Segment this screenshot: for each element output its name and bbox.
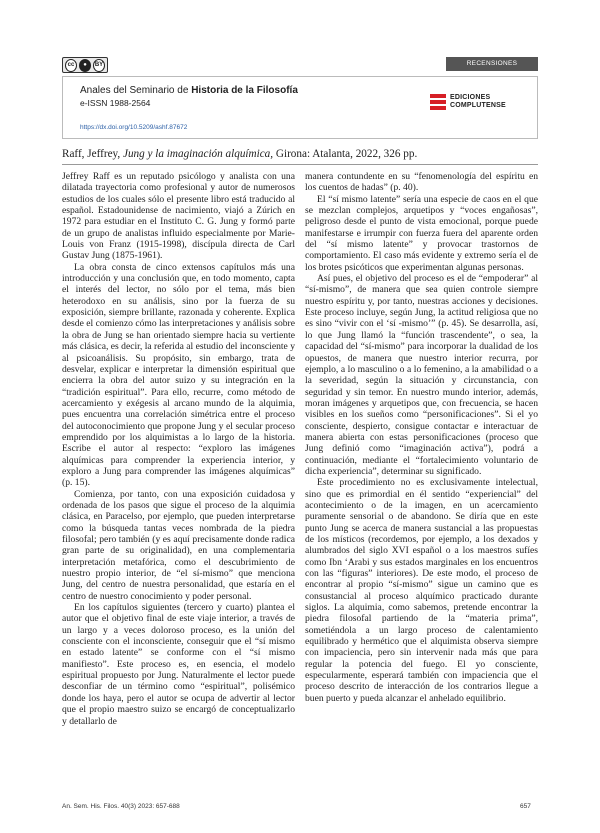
journal-title-prefix: Anales del Seminario de [80,85,192,96]
license-text: BY [93,59,105,72]
paragraph: En los capítulos siguientes (tercero y cuarto) plantea el autor que el objetivo final de este viaje interior, a través de un largo y a veces doloroso proceso, es la unión del consciente con el inconsciente, conseguir que el “sí mismo en estado latente” se conforme con el “sí mismo manifiesto”. Este proceso es, en esencia, el modelo espiritual propuesto por Jung. Naturalmente el lector puede desconfiar de un término como “espiritual”, polisémico donde los haya, pero el autor se ocupa de advertir al lector que el propio maestro suizo se encargó de conceptualizarlo y detallarlo de [62,602,295,727]
paragraph: manera contundente en su “fenomenología del espíritu en los cuentos de hadas” (p. 40). [305,171,538,194]
journal-name: Historia de la Filosofía [191,85,298,96]
cc-circle-icon: cc [65,59,77,72]
journal-issn: e-ISSN 1988-2564 [80,98,151,108]
creative-commons-by-icon [62,57,108,73]
book-details: Girona: Atalanta, 2022, 326 pp. [273,148,418,160]
divider [62,164,538,165]
publisher-line-2: COMPLUTENSE [450,102,506,109]
person-icon: ● [79,59,91,72]
doi-link[interactable]: https://dx.doi.org/10.5209/ashf.87672 [80,124,188,131]
left-column [62,171,295,727]
publisher-line-1: EDICIONES [450,94,491,101]
paragraph: La obra consta de cinco extensos capítulos más una introducción y una conclusión que, en todo momento, capta el interés del lector, no sólo por el tema, más bien heterodoxo en su análisis, sino por la fuerza de su exposición, siempre brillante, razonada y coherente. Explica desde el comienzo cómo las interpretaciones y análisis sobre la obra de Jung se han orientado siempre hacia su vertiente más clásica, es decir, la referida al estudio del inconsciente y al psicoanálisis. Su propósito, sin embargo, trata de desvelar, explicar e interpretar la dimensión espiritual que encierra la obra del autor suizo y su integración en la “tradición espiritual”. Para ello, recurre, como método de acercamiento y exégesis al arcano mundo de la alquimia, pues encuentra una correlación simétrica entre el proceso del autoconocimiento que propone Jung y el secular proceso emprendido por los alquimistas a lo largo de la historia. Escribe el autor al respecto: “exploro las imágenes alquímicas para comprender la experiencia interior, y exploro a Jung para comprender las imágenes alquímicas” (p. 15). [62,261,295,489]
paragraph: Jeffrey Raff es un reputado psicólogo y analista con una dilatada trayectoria como profesional y autor de numerosos estudios de los cuales sólo el presente libro está traducido al español. Estadounidense de nacimiento, viajó a Zúrich en 1972 para estudiar en el Instituto C. G. Jung y formó parte de un grupo de analistas influido especialmente por Marie-Louis von Franz (1915-1998), discípula directa de Carl Gustav Jung (1875-1961). [62,171,295,262]
book-title: Jung y la imaginación alquímica, [123,148,274,160]
paragraph: Este procedimiento no es exclusivamente intelectual, sino que es primordial en él sentido “experiencial” del acontecimiento o de la imagen, en un acercamiento puramente sensorial o de abandono. Se diría que en este punto Jung se acerca de manera sustancial a las propuestas de los místicos (recordemos, por ejemplo, a los dexados y alumbrados del siglo XVI español o a los maestros sufíes como Ibn ‘Arabi y sus estados marginales en los encuentros con las “figuras” interiores). De este modo, el proceso de encontrar al propio “sí-mismo” sigue un camino que es consustancial al proceso alquímico practicado durante siglos. La alquimia, como sabemos, pretende encontrar la piedra filosofal partiendo de la “materia prima”, sometiéndola a un largo proceso de calentamiento equilibrado y hermético que el alquimista observa siempre con impaciencia, pero sin intervenir nada más que para regular la potencia del fuego. El yo consciente, especularmente, esperará también con impaciencia que el proceso descrito de interacción de los contrarios llegue a buen puerto y pueda alcanzar el anhelado equilibrio. [305,477,538,704]
right-column [305,171,538,704]
paragraph: Comienza, por tanto, con una exposición cuidadosa y ordenada de los pasos que sigue el proceso de la alquimia clásica, en Paracelso, por ejemplo, que pueden interpretarse como la búsqueda tantas veces nombrada de la piedra filosofal; pero también (y es aquí precisamente donde radica gran parte de su originalidad), en una complementaria interpretación metafórica, como el descubrimiento de nuestro propio interior, de “el sí-mismo” que menciona Jung, del centro de nuestra personalidad, que estaría en el centro de nuestro conocimiento y poder personal. [62,488,295,602]
journal-title [80,85,298,96]
page-number: 657 [520,803,531,810]
paragraph: El “sí mismo latente” sería una especie de caos en el que se mezclan complejos, arquetipos y “voces engañosas”, peligroso desde el punto de vista emocional, porque puede manifestarse e irrumpir con fuerza fuera del aparente orden del “sí mismo latente” y provocar trastornos de comportamiento. El caso más evidente y extremo sería el de los brotes psicóticos que experimentan algunas personas. [305,193,538,273]
publisher-name [450,94,506,110]
footer-citation: An. Sem. His. Filos. 40(3) 2023: 657-688 [62,803,180,810]
publisher-logo [430,94,506,110]
book-reference [62,148,538,160]
book-author: Raff, Jeffrey, [62,148,123,160]
section-tag: RECENSIONES [446,57,538,71]
paragraph: Así pues, el objetivo del proceso es el de “empoderar” al “sí-mismo”, de manera que sea quien controle siempre nuestro espíritu y, por tanto, nuestras acciones y decisiones. Este proceso incluye, según Jung, la actitud religiosa que no es sino “vivir con el ‘sí -mismo’” (p. 45). Se desarrolla, así, lo que Jung llamó la “función trascendente”, o sea, la capacidad del “sí-mismo” para incorporar la dualidad de los opuestos, de manera que nuestro interior recurra, por ejemplo, a lo masculino o a lo femenino, a la amabilidad o a la severidad, según la situación y circunstancia, con seguridad y sin temor. En nuestro mundo interior, además, moran imágenes y arquetipos que, con frecuencia, se hacen visibles en los sueños como “personificaciones”. Si el yo consciente, despierto, consigue contactar e interactuar de manera abierta con estas personificaciones (proceso que Jung definió como “imaginación activa”), podrá a continuación, mediante el “fortalecimiento voluntario de dicha experiencia”, determinar su significado. [305,273,538,477]
complutense-logo-icon [430,94,446,110]
